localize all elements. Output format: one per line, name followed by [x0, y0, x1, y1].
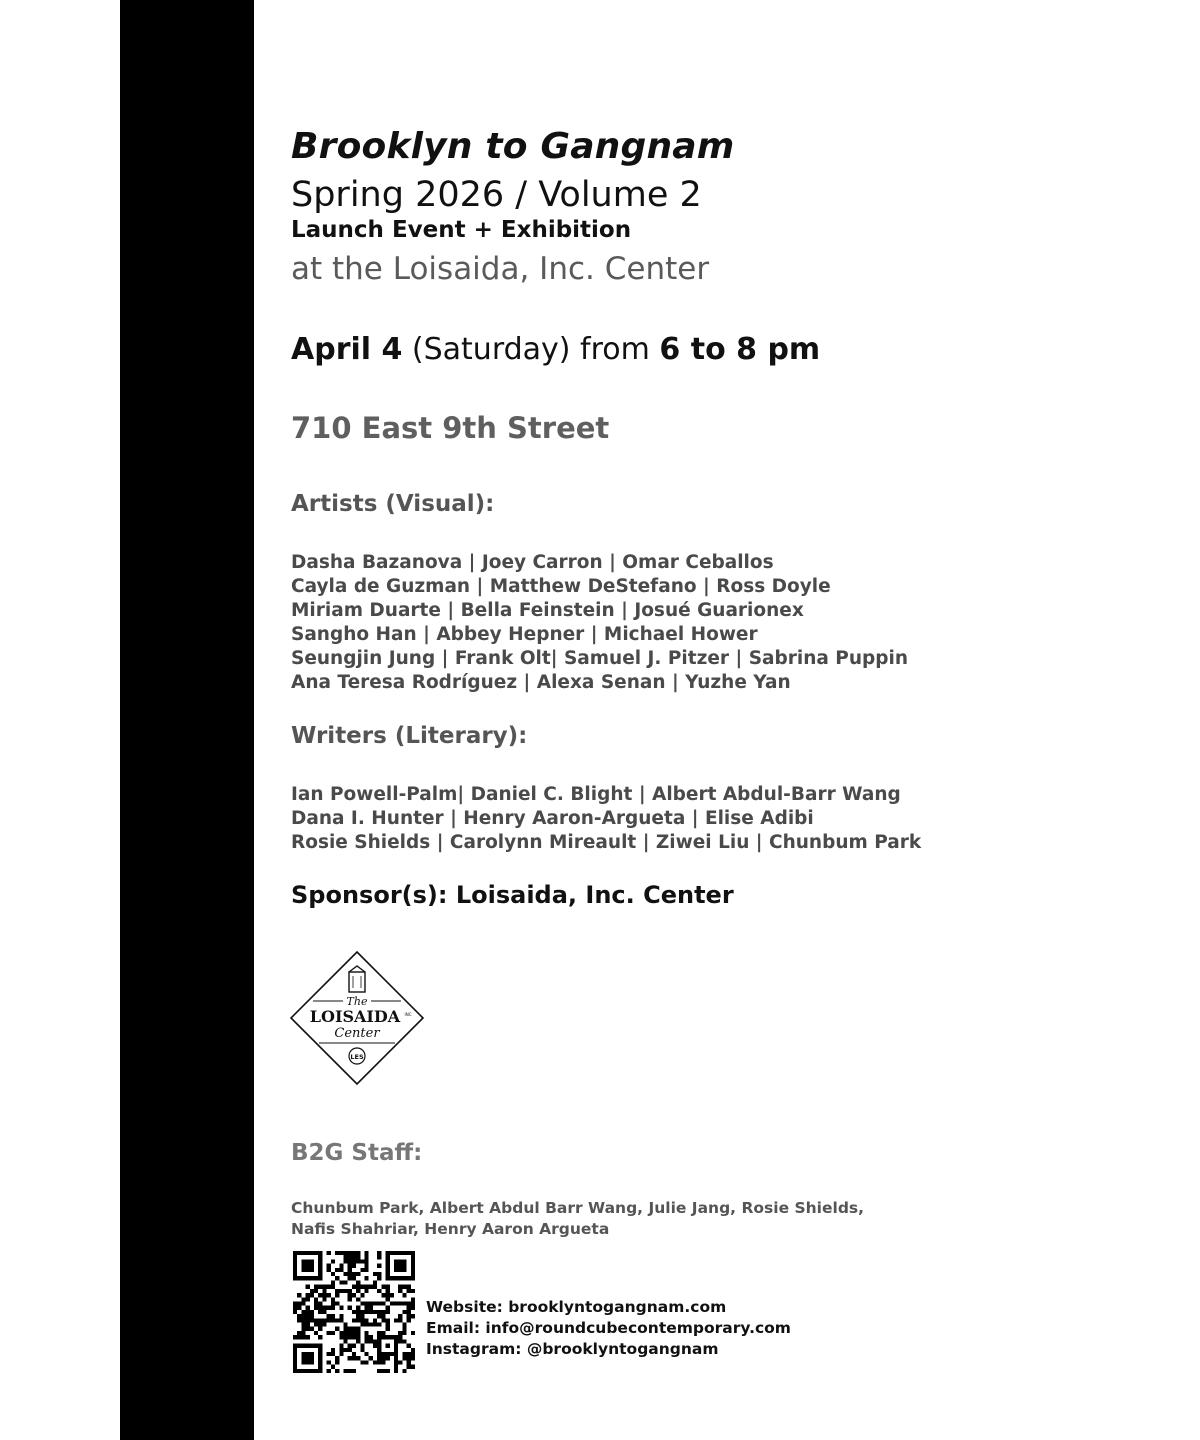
writers-list	[291, 783, 921, 855]
logo-text-name: LOISAIDA	[309, 1007, 401, 1026]
contact-block	[426, 1297, 791, 1360]
artists-line: Sangho Han | Abbey Hepner | Michael Hower	[291, 624, 758, 645]
website-link[interactable]: Website: brooklyntogangnam.com	[426, 1298, 727, 1316]
event-address: 710 East 9th Street	[291, 411, 610, 445]
artists-list	[291, 551, 908, 695]
logo-text-center: Center	[334, 1026, 380, 1041]
logo-text-inc: INC	[404, 1012, 412, 1017]
event-venue: at the Loisaida, Inc. Center	[291, 251, 710, 287]
event-subtitle: Spring 2026 / Volume 2	[291, 175, 702, 215]
staff-line: Chunbum Park, Albert Abdul Barr Wang, Julie Jang, Rosie Shields,	[291, 1199, 865, 1217]
event-date-time	[291, 332, 820, 367]
artists-line: Dasha Bazanova | Joey Carron | Omar Ceballos	[291, 552, 774, 573]
logo-text-mark: LES	[350, 1053, 364, 1061]
qr-code-icon[interactable]	[293, 1251, 415, 1373]
event-day: (Saturday) from	[402, 332, 660, 367]
artists-line: Miriam Duarte | Bella Feinstein | Josué Guarionex	[291, 600, 804, 621]
writers-heading: Writers (Literary):	[291, 723, 528, 749]
staff-line: Nafis Shahriar, Henry Aaron Argueta	[291, 1220, 610, 1238]
staff-heading: B2G Staff:	[291, 1140, 423, 1166]
artists-line: Cayla de Guzman | Matthew DeStefano | Ross Doyle	[291, 576, 831, 597]
event-title: Brooklyn to Gangnam	[291, 126, 735, 167]
logo-text-the: The	[346, 995, 368, 1008]
writers-line: Ian Powell-Palm| Daniel C. Blight | Albert Abdul-Barr Wang	[291, 784, 901, 805]
sponsor-line: Sponsor(s): Loisaida, Inc. Center	[291, 881, 734, 909]
staff-list	[291, 1198, 864, 1240]
event-time: 6 to 8 pm	[659, 332, 821, 367]
instagram-link[interactable]: Instagram: @brooklyntogangnam	[426, 1340, 719, 1358]
event-type: Launch Event + Exhibition	[291, 217, 632, 243]
writers-line: Dana I. Hunter | Henry Aaron-Argueta | Elise Adibi	[291, 808, 814, 829]
artists-line: Seungjin Jung | Frank Olt| Samuel J. Pitzer | Sabrina Puppin	[291, 648, 909, 669]
artists-heading: Artists (Visual):	[291, 491, 495, 517]
event-date: April 4	[291, 332, 403, 367]
loisaida-center-logo-icon	[289, 950, 425, 1086]
writers-line: Rosie Shields | Carolynn Mireault | Ziwei Liu | Chunbum Park	[291, 832, 922, 853]
artists-line: Ana Teresa Rodríguez | Alexa Senan | Yuzhe Yan	[291, 672, 791, 693]
email-link[interactable]: Email: info@roundcubecontemporary.com	[426, 1319, 791, 1337]
left-black-bar	[120, 0, 254, 1440]
